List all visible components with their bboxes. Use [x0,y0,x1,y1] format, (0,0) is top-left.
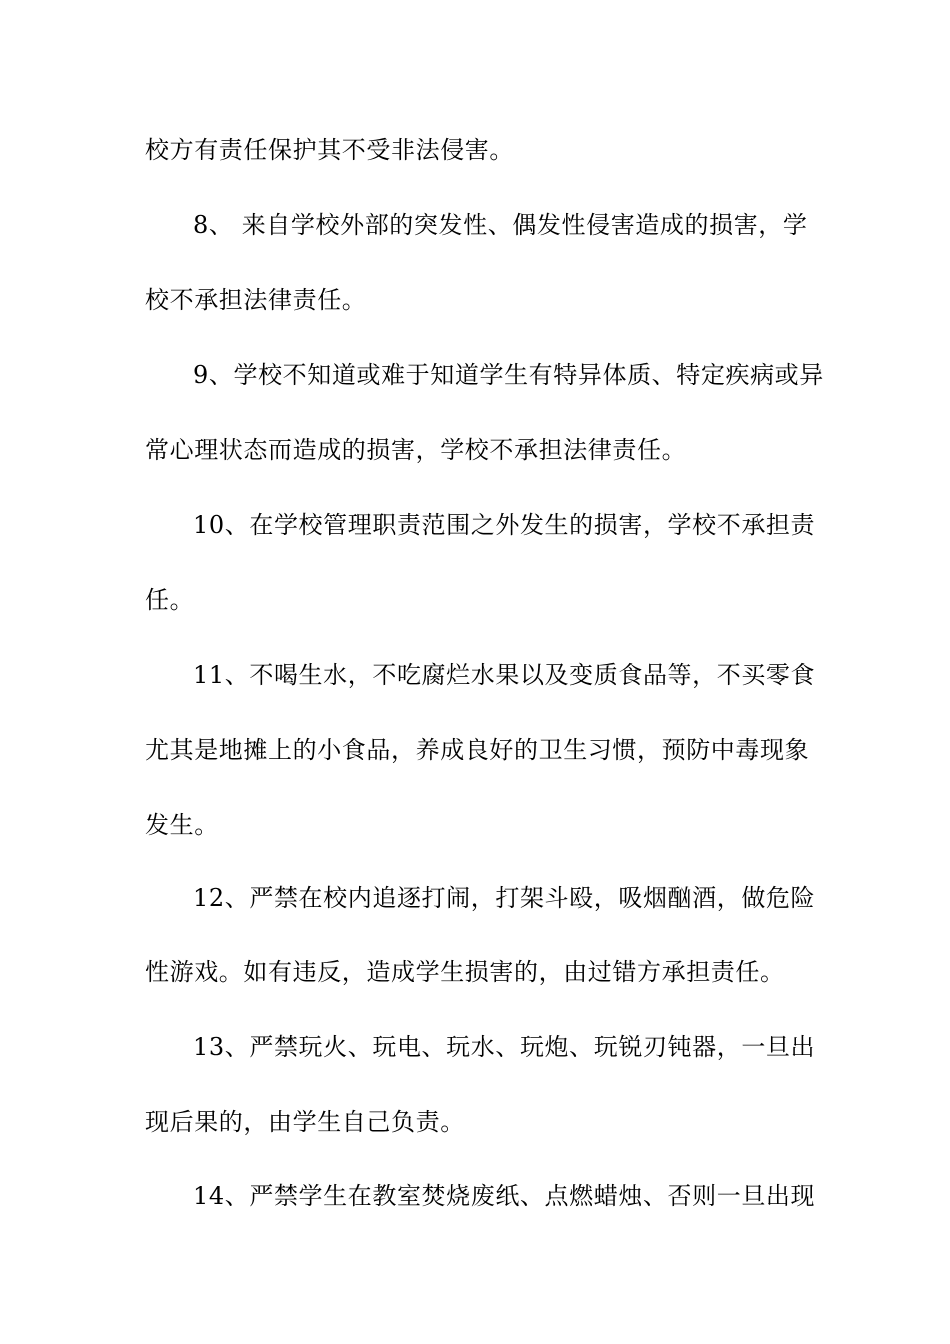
text-line: 常心理状态而造成的损害，学校不承担法律责任。 [145,436,687,464]
text-line: 9、学校不知道或难于知道学生有特异体质、特定疾病或异 [193,361,824,389]
text-line: 13、严禁玩火、玩电、玩水、玩炮、玩锐刃钝器，一旦出 [193,1033,816,1061]
text-line: 10、在学校管理职责范围之外发生的损害，学校不承担责 [193,511,816,539]
text-line: 14、严禁学生在教室焚烧废纸、点燃蜡烛、否则一旦出现 [193,1182,816,1210]
text-line: 11、不喝生水，不吃腐烂水果以及变质食品等，不买零食 [193,661,816,689]
text-line: 尤其是地摊上的小食品，养成良好的卫生习惯，预防中毒现象 [145,736,810,764]
text-line: 8、 来自学校外部的突发性、偶发性侵害造成的损害，学 [193,211,808,239]
text-line: 校不承担法律责任。 [145,286,367,314]
text-line: 现后果的，由学生自己负责。 [145,1108,465,1136]
text-line: 任。 [145,586,195,614]
text-line: 发生。 [145,811,219,839]
text-line: 校方有责任保护其不受非法侵害。 [145,136,514,164]
text-line: 性游戏。如有违反，造成学生损害的，由过错方承担责任。 [145,958,785,986]
text-line: 12、严禁在校内追逐打闹，打架斗殴，吸烟酗酒，做危险 [193,884,816,912]
